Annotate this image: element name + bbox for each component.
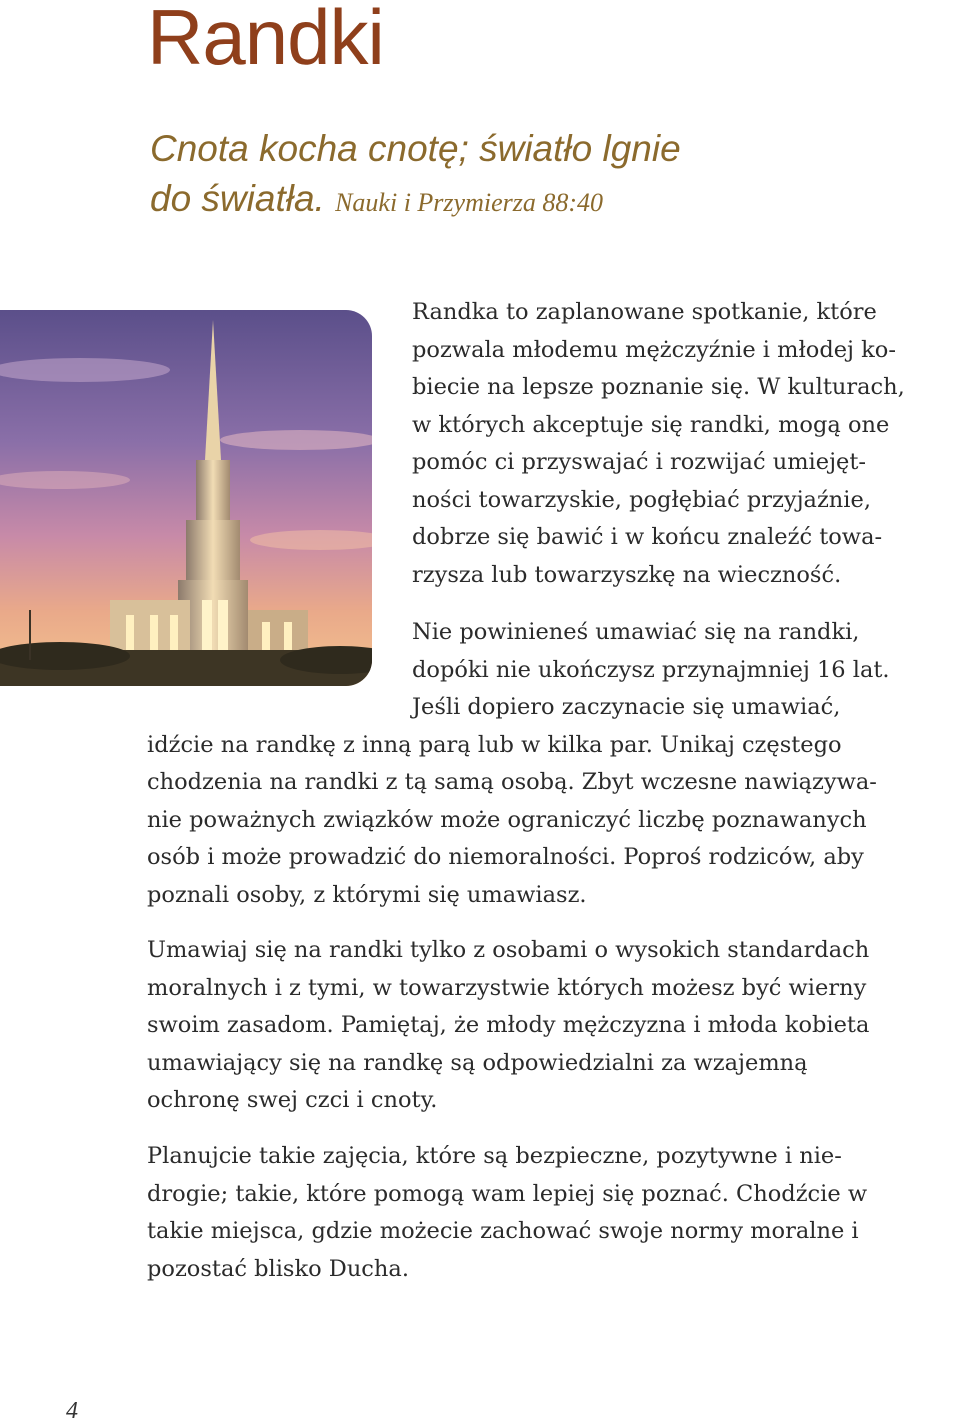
paragraph-3 [147, 932, 869, 1120]
text-line: dobrze się bawić i w końcu znaleźć towa- [412, 524, 883, 550]
text-line: pozwala młodemu mężczyźnie i młodej ko- [412, 336, 896, 363]
scripture-quote [150, 124, 770, 228]
text-line: osób i może prowadzić do niemoralności. Poproś rodziców, aby [147, 844, 864, 870]
text-line: Jeśli dopiero zaczynacie się umawiać, [412, 694, 841, 720]
text-line: moralnych i z tymi, w towarzystwie których możesz być wierny [147, 974, 867, 1001]
text-line: nie poważnych związków może ograniczyć liczbę poznawanych [147, 806, 867, 833]
quote-line-1: Cnota kocha cnotę; światło lgnie [150, 128, 681, 169]
text-line: rzysza lub towarzyszkę na wieczność. [412, 561, 842, 588]
text-line: Planujcie takie zajęcia, które są bezpieczne, pozytywne i nie- [147, 1143, 842, 1169]
text-line: idźcie na randkę z inną parą lub w kilka par. Unikaj częstego [147, 731, 842, 758]
text-line: pozostać blisko Ducha. [147, 1255, 409, 1282]
page-title: Randki [147, 0, 384, 81]
text-line: Randka to zaplanowane spotkanie, które [412, 299, 877, 325]
text-line: ności towarzyskie, pogłębiać przyjaźnie, [412, 486, 871, 513]
paragraph-4 [147, 1138, 867, 1288]
text-line: biecie na lepsze poznanie się. W kulturach, [412, 374, 905, 400]
text-line: pomóc ci przyswajać i rozwijać umiejęt- [412, 449, 866, 475]
page-number: 4 [66, 1398, 78, 1424]
text-line: Umawiaj się na randki tylko z osobami o wysokich standardach [147, 937, 870, 963]
text-line: drogie; takie, które pomogą wam lepiej się poznać. Chodźcie w [147, 1180, 868, 1207]
quote-line-2: do światła. [150, 178, 325, 219]
text-line: swoim zasadom. Pamiętaj, że młody mężczyzna i młoda kobieta [147, 1012, 870, 1038]
text-line: ochronę swej czci i cnoty. [147, 1087, 438, 1113]
text-line: umawiający się na randkę są odpowiedzialni za wzajemną [147, 1049, 808, 1076]
paragraph-2 [0, 614, 890, 914]
text-line: dopóki nie ukończysz przynajmniej 16 lat. [412, 656, 890, 683]
paragraph-1 [412, 294, 905, 594]
text-line: poznali osoby, z którymi się umawiasz. [147, 881, 587, 908]
text-line: takie miejsca, gdzie możecie zachować swoje normy moralne i [147, 1218, 859, 1244]
text-line: Nie powinieneś umawiać się na randki, [412, 619, 860, 645]
text-line: w których akceptuje się randki, mogą one [412, 411, 890, 438]
text-line: chodzenia na randki z tą samą osobą. Zbyt wczesne nawiązywa- [147, 769, 877, 795]
quote-citation: Nauki i Przymierza 88:40 [335, 188, 604, 217]
